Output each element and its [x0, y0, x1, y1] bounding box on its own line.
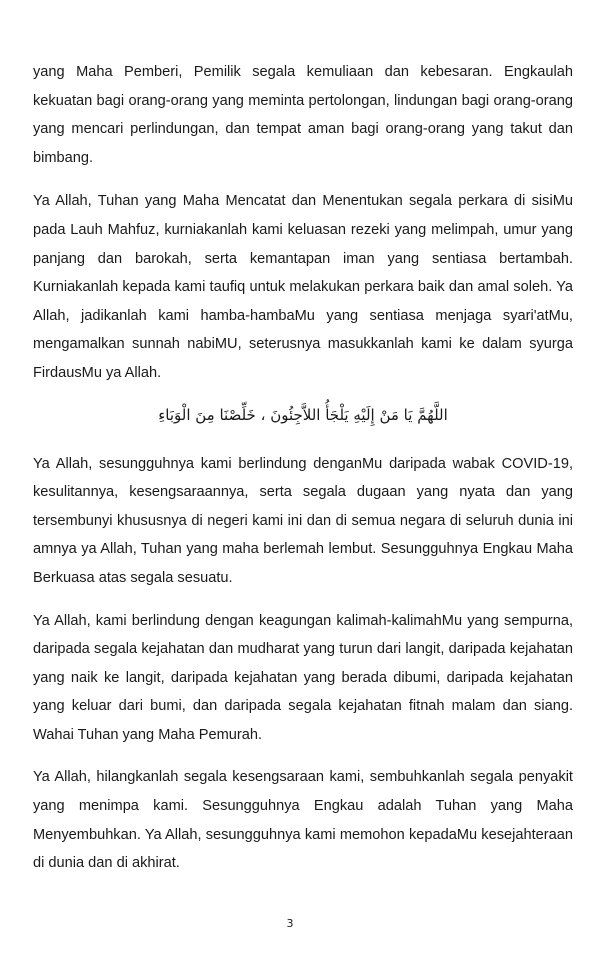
page-number: 3 [286, 917, 294, 930]
paragraph-2: Ya Allah, Tuhan yang Maha Mencatat dan Menentukan segala perkara di sisiMu pada Lauh Mahfuz, kurniakanlah kami keluasan rezeki yang melimpah, umur yang panjang dan barokah, serta kemantapan iman yang sentiasa bertambah. Kurniakanlah kepada kami taufiq untuk melakukan perkara baik dan amal soleh. Ya Allah, jadikanlah kami hamba-hambaMu yang sentiasa menjaga syari'atMu, mengamalkan sunnah nabiMU, seterusnya masukkanlah kami ke dalam syurga FirdausMu ya Allah. [33, 193, 573, 381]
paragraph-1: yang Maha Pemberi, Pemilik segala kemuliaan dan kebesaran. Engkaulah kekuatan bagi orang-orang yang meminta pertolongan, lindungan bagi orang-orang yang mencari perlindungan, dan tempat aman bagi orang-orang yang takut dan bimbang. [33, 64, 573, 166]
arabic-prayer-line: اللَّهُمَّ يَا مَنْ إِلَيْهِ يَلْجَأُ اللاَّجِئُونَ ، خَلِّصْنَا مِنَ الْوَبَاءِ [158, 405, 448, 424]
paragraph-5: Ya Allah, hilangkanlah segala kesengsaraan kami, sembuhkanlah segala penyakit yang menimpa kami. Sesungguhnya Engkau adalah Tuhan yang Maha Menyembuhkan. Ya Allah, sesungguhnya kami memohon kepadaMu kesejahteraan di dunia dan di akhirat. [33, 769, 573, 872]
paragraph-4: Ya Allah, kami berlindung dengan keagungan kalimah-kalimahMu yang sempurna, daripada segala kejahatan dan mudharat yang turun dari langit, daripada kejahatan yang naik ke langit, daripada kejahatan yang berada dibumi, daripada kejahatan yang keluar dari bumi, dan daripada segala kejahatan fitnah malam dan siang. Wahai Tuhan yang Maha Pemurah. [33, 612, 573, 743]
document-page [33, 58, 573, 878]
paragraph-3: Ya Allah, sesungguhnya kami berlindung denganMu daripada wabak COVID-19, kesulitannya, kesengsaraannya, serta segala dugaan yang nyata dan yang tersembunyi khususnya di negeri kami ini dan di semua negara di seluruh dunia ini amnya ya Allah, Tuhan yang maha berlemah lembut. Sesungguhnya Engkau Maha Berkuasa atas segala sesuatu. [33, 455, 573, 586]
